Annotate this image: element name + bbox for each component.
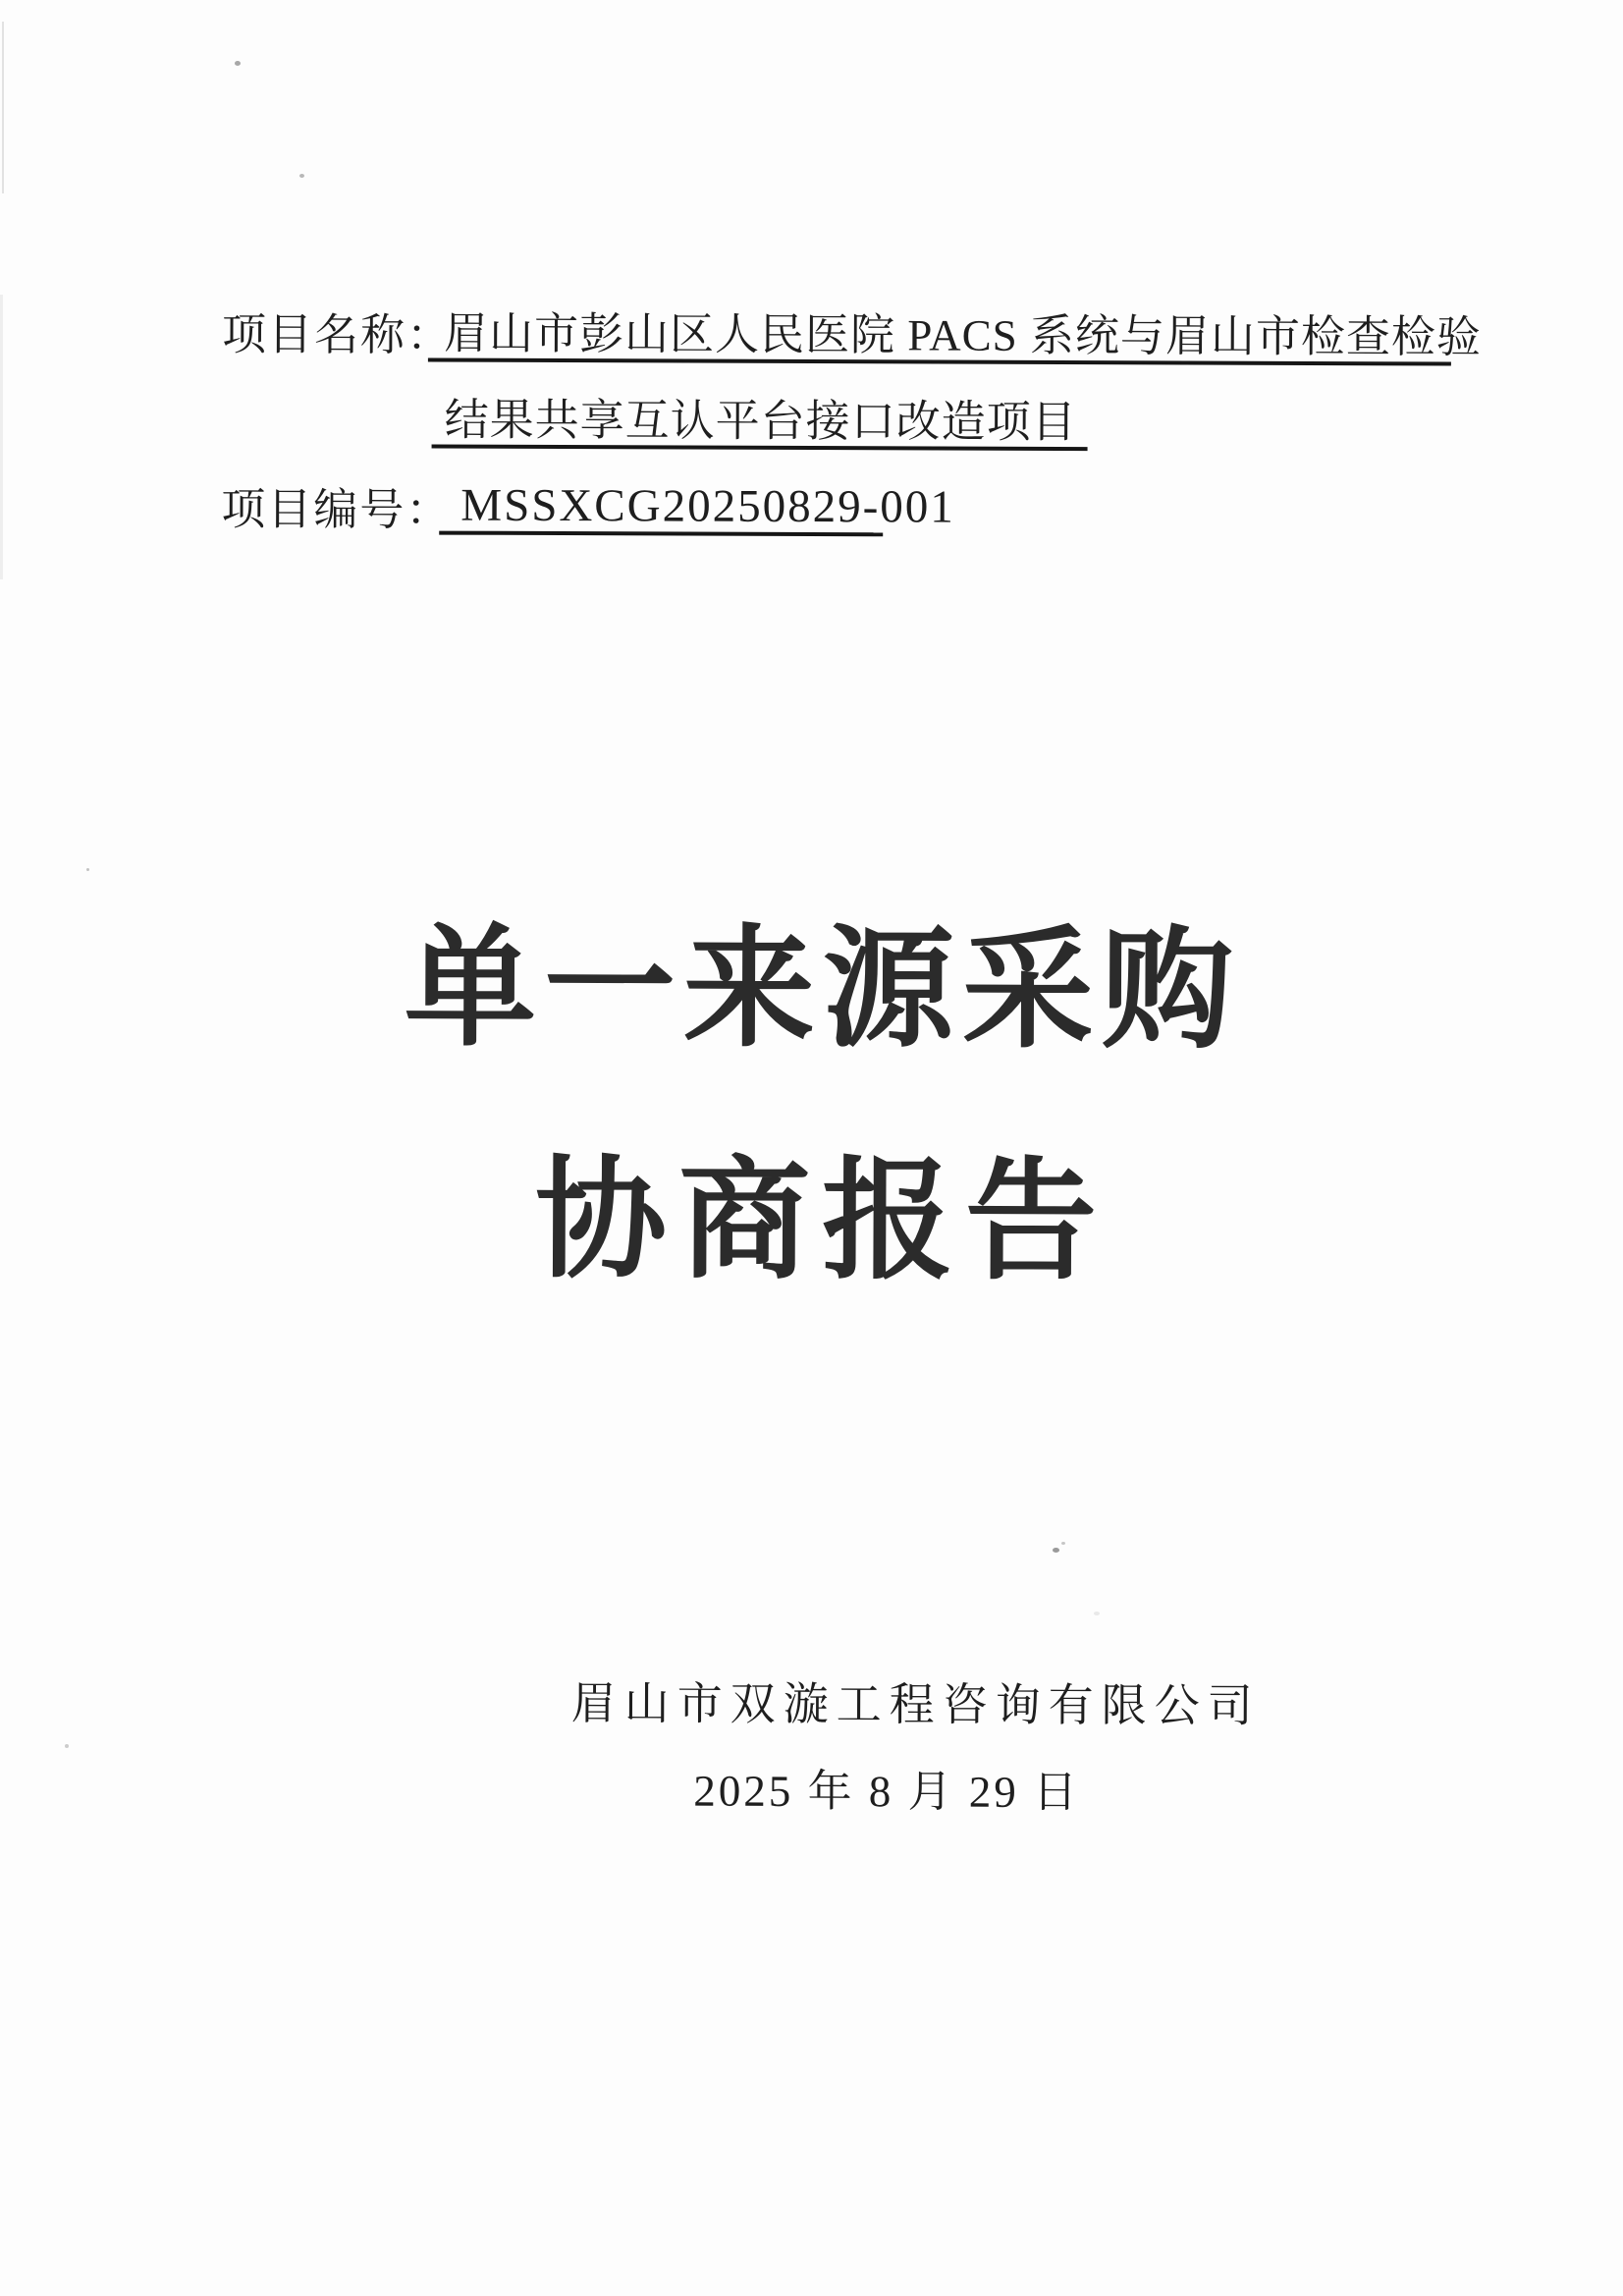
document-title	[10, 910, 1623, 1299]
project-name-value-line2: 结果共享互认平台接口改造项目	[432, 398, 1088, 452]
project-name-value-line1: 眉山市彭山区人民医院 PACS 系统与眉山市检查检验	[428, 311, 1451, 366]
project-number-value: MSSXCG20250829-001	[439, 482, 883, 537]
project-name-label: 项目名称：	[221, 309, 454, 360]
project-number-label: 项目编号：	[221, 484, 453, 535]
company-name: 眉山市双漩工程咨询有限公司	[570, 1678, 1261, 1731]
issue-date: 2025 年 8 月 29 日	[693, 1766, 1081, 1818]
document-title-line1: 单一来源采购	[404, 910, 1242, 1067]
document-title-line2: 协商报告	[534, 1142, 1109, 1299]
